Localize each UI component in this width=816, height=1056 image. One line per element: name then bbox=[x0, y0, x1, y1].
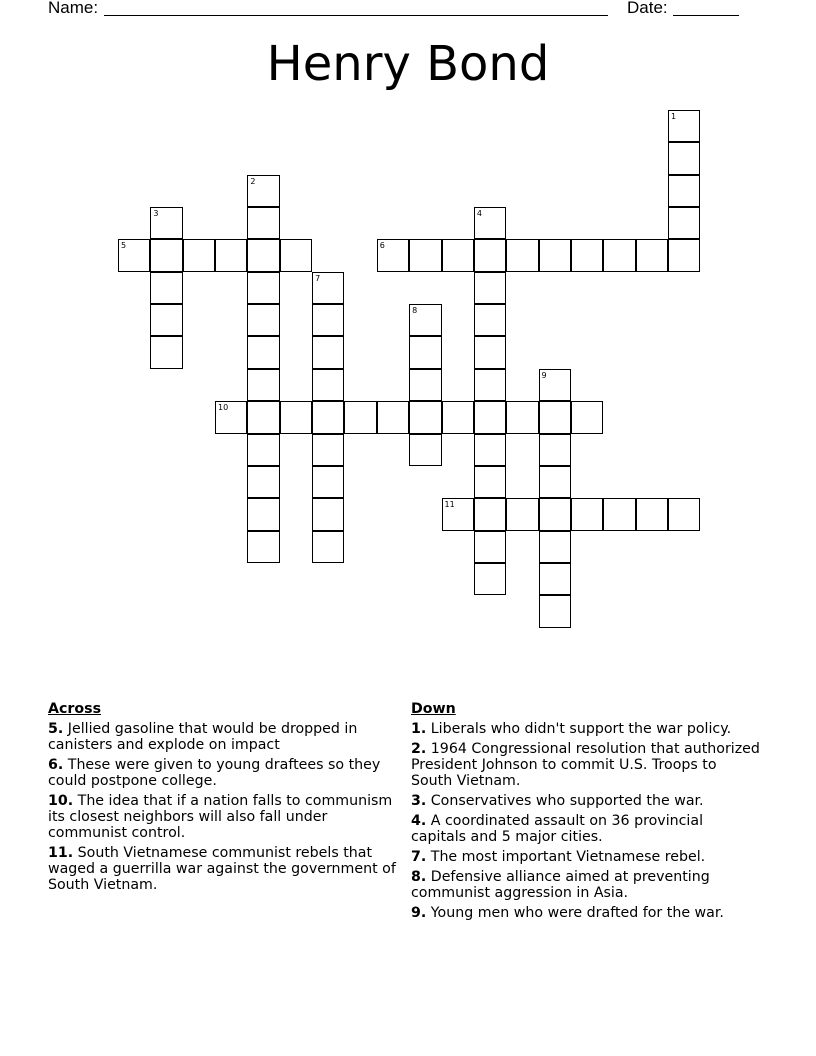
grid-cell[interactable] bbox=[409, 401, 441, 433]
clue-num: 6. bbox=[48, 757, 64, 773]
grid-cell[interactable] bbox=[280, 401, 312, 433]
grid-cell[interactable] bbox=[247, 239, 279, 271]
grid-cell[interactable] bbox=[247, 272, 279, 304]
clue-num: 4. bbox=[411, 813, 427, 829]
grid-cell[interactable] bbox=[247, 369, 279, 401]
clue-number: 9 bbox=[541, 370, 547, 380]
grid-cell[interactable] bbox=[539, 531, 571, 563]
grid-cell[interactable] bbox=[603, 239, 635, 271]
clue-num: 2. bbox=[411, 741, 427, 757]
grid-cell[interactable] bbox=[474, 401, 506, 433]
clue-text: 1964 Congressional resolution that authorized President Johnson to commit U.S. Troops to South Vietnam. bbox=[411, 741, 760, 789]
down-clue bbox=[411, 793, 761, 809]
clue-number: 10 bbox=[218, 403, 229, 413]
grid-cell[interactable] bbox=[668, 110, 700, 142]
across-clue-list bbox=[48, 721, 398, 893]
grid-cell[interactable] bbox=[377, 239, 409, 271]
clue-number: 4 bbox=[476, 209, 482, 219]
clue-text: The idea that if a nation falls to communism its closest neighbors will also fall under communist control. bbox=[48, 793, 393, 841]
grid-cell[interactable] bbox=[409, 434, 441, 466]
date-field[interactable] bbox=[673, 15, 739, 16]
clue-text: Defensive alliance aimed at preventing communist aggression in Asia. bbox=[411, 869, 710, 901]
down-clue bbox=[411, 849, 761, 865]
grid-cell[interactable] bbox=[571, 498, 603, 530]
clue-num: 9. bbox=[411, 905, 427, 921]
grid-cell[interactable] bbox=[150, 207, 182, 239]
clue-num: 1. bbox=[411, 721, 427, 737]
grid-cell[interactable] bbox=[539, 434, 571, 466]
grid-cell[interactable] bbox=[377, 401, 409, 433]
grid-cell[interactable] bbox=[215, 401, 247, 433]
clue-text: The most important Vietnamese rebel. bbox=[426, 849, 706, 865]
grid-cell[interactable] bbox=[474, 239, 506, 271]
grid-cell[interactable] bbox=[312, 531, 344, 563]
down-clues bbox=[411, 701, 761, 925]
grid-cell[interactable] bbox=[539, 239, 571, 271]
down-clue bbox=[411, 741, 761, 789]
grid-cell[interactable] bbox=[474, 336, 506, 368]
grid-cell[interactable] bbox=[312, 498, 344, 530]
grid-cell[interactable] bbox=[247, 336, 279, 368]
clue-number: 2 bbox=[250, 176, 256, 186]
name-label: Name: bbox=[48, 0, 99, 17]
clue-text: A coordinated assault on 36 provincial capitals and 5 major cities. bbox=[411, 813, 704, 845]
grid-cell[interactable] bbox=[539, 369, 571, 401]
clue-text: Conservatives who supported the war. bbox=[426, 793, 704, 809]
grid-cell[interactable] bbox=[539, 466, 571, 498]
grid-cell[interactable] bbox=[118, 239, 150, 271]
name-field[interactable] bbox=[104, 15, 608, 16]
clue-text: Jellied gasoline that would be dropped in canisters and explode on impact bbox=[48, 721, 358, 753]
down-clue bbox=[411, 905, 761, 921]
grid-cell[interactable] bbox=[539, 563, 571, 595]
grid-cell[interactable] bbox=[474, 531, 506, 563]
clue-number: 8 bbox=[412, 306, 418, 316]
grid-cell[interactable] bbox=[247, 207, 279, 239]
grid-cell[interactable] bbox=[474, 207, 506, 239]
grid-cell[interactable] bbox=[280, 239, 312, 271]
clue-number: 7 bbox=[315, 273, 321, 283]
clue-number: 1 bbox=[670, 112, 677, 121]
grid-cell[interactable] bbox=[668, 239, 700, 271]
grid-cell[interactable] bbox=[150, 304, 182, 336]
grid-cell[interactable] bbox=[474, 563, 506, 595]
grid-cell[interactable] bbox=[150, 239, 182, 271]
grid-cell[interactable] bbox=[247, 401, 279, 433]
clue-num: 10. bbox=[48, 793, 74, 809]
grid-cell[interactable] bbox=[506, 498, 538, 530]
grid-cell[interactable] bbox=[668, 207, 700, 239]
grid-cell[interactable] bbox=[409, 369, 441, 401]
grid-cell[interactable] bbox=[247, 466, 279, 498]
grid-cell[interactable] bbox=[247, 498, 279, 530]
grid-cell[interactable] bbox=[442, 239, 474, 271]
clue-num: 5. bbox=[48, 721, 64, 737]
grid-cell[interactable] bbox=[474, 434, 506, 466]
grid-cell[interactable] bbox=[247, 434, 279, 466]
grid-cell[interactable] bbox=[312, 369, 344, 401]
clue-text: Young men who were drafted for the war. bbox=[426, 905, 724, 921]
down-heading: Down bbox=[411, 701, 456, 717]
grid-cell[interactable] bbox=[474, 498, 506, 530]
grid-cell[interactable] bbox=[668, 175, 700, 207]
puzzle-title: Henry Bond bbox=[266, 36, 550, 92]
clue-num: 11. bbox=[48, 845, 74, 861]
grid-cell[interactable] bbox=[312, 336, 344, 368]
clue-num: 8. bbox=[411, 869, 427, 885]
grid-cell[interactable] bbox=[247, 531, 279, 563]
clue-number: 3 bbox=[153, 209, 159, 219]
clue-num: 7. bbox=[411, 849, 427, 865]
grid-cell[interactable] bbox=[636, 498, 668, 530]
across-clue bbox=[48, 757, 398, 789]
grid-cell[interactable] bbox=[409, 239, 441, 271]
grid-cell[interactable] bbox=[571, 401, 603, 433]
grid-cell[interactable] bbox=[571, 239, 603, 271]
grid-cell[interactable] bbox=[506, 239, 538, 271]
grid-cell[interactable] bbox=[312, 272, 344, 304]
grid-cell[interactable] bbox=[668, 142, 700, 174]
clue-text: South Vietnamese communist rebels that waged a guerrilla war against the government of South Vietnam. bbox=[48, 845, 396, 893]
grid-cell[interactable] bbox=[344, 401, 376, 433]
date-label: Date: bbox=[627, 0, 668, 17]
across-clue bbox=[48, 845, 398, 893]
grid-cell[interactable] bbox=[409, 336, 441, 368]
grid-cell[interactable] bbox=[247, 175, 279, 207]
grid-cell[interactable] bbox=[474, 466, 506, 498]
grid-cell[interactable] bbox=[215, 239, 247, 271]
down-clue bbox=[411, 869, 761, 901]
grid-cell[interactable] bbox=[668, 498, 700, 530]
across-heading: Across bbox=[48, 701, 102, 717]
grid-cell[interactable] bbox=[539, 595, 571, 627]
grid-cell[interactable] bbox=[442, 498, 474, 530]
down-clue-list bbox=[411, 721, 761, 921]
grid-cell[interactable] bbox=[539, 401, 571, 433]
across-clue bbox=[48, 721, 398, 753]
grid-cell[interactable] bbox=[312, 304, 344, 336]
grid-cell[interactable] bbox=[183, 239, 215, 271]
grid-cell[interactable] bbox=[150, 272, 182, 304]
grid-cell[interactable] bbox=[474, 272, 506, 304]
down-clue bbox=[411, 721, 761, 737]
grid-cell[interactable] bbox=[312, 466, 344, 498]
down-clue bbox=[411, 813, 761, 845]
grid-cell[interactable] bbox=[409, 304, 441, 336]
clue-number: 11 bbox=[444, 500, 455, 510]
grid-cell[interactable] bbox=[539, 498, 571, 530]
grid-cell[interactable] bbox=[474, 304, 506, 336]
clue-text: These were given to young draftees so they could postpone college. bbox=[48, 757, 381, 789]
clue-text: Liberals who didn't support the war policy. bbox=[426, 721, 732, 737]
grid-cell[interactable] bbox=[442, 401, 474, 433]
grid-cell[interactable] bbox=[636, 239, 668, 271]
across-clues bbox=[48, 701, 398, 897]
grid-cell[interactable] bbox=[506, 401, 538, 433]
grid-cell[interactable] bbox=[150, 336, 182, 368]
clue-number: 6 bbox=[379, 241, 385, 251]
grid-cell[interactable] bbox=[474, 369, 506, 401]
clue-number: 5 bbox=[121, 241, 127, 251]
grid-cell[interactable] bbox=[603, 498, 635, 530]
grid-cell[interactable] bbox=[312, 434, 344, 466]
clue-num: 3. bbox=[411, 793, 427, 809]
grid-cell[interactable] bbox=[312, 401, 344, 433]
across-clue bbox=[48, 793, 398, 841]
grid-cell[interactable] bbox=[247, 304, 279, 336]
